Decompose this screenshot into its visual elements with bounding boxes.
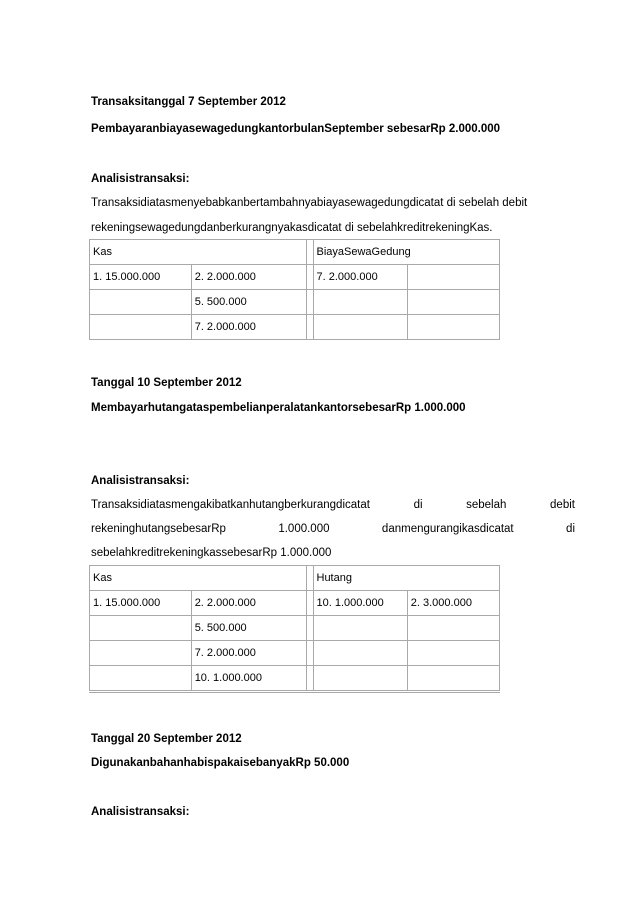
analysis-word: 1.000.000	[278, 523, 330, 535]
analysis-text-line	[91, 522, 575, 536]
analysis-word: Transaksidiatasmengakibatkanhutangberkurangdicatat	[91, 499, 370, 511]
debit-cell	[313, 616, 407, 641]
analysis-word: di	[566, 523, 575, 535]
account-name-cell: Kas	[90, 240, 307, 265]
table-row	[90, 566, 500, 591]
table-row	[90, 265, 500, 290]
credit-cell: 10. 1.000.000	[191, 666, 306, 692]
debit-cell	[313, 315, 407, 340]
analysis-text-line: Transaksidiatasmenyebabkanbertambahnyabiayasewagedungdicatat di sebelah debit	[91, 197, 528, 209]
debit-cell	[90, 290, 192, 315]
debit-cell: 1. 15.000.000	[90, 265, 192, 290]
credit-cell: 2. 2.000.000	[191, 591, 306, 616]
analysis-heading: Analisistransaksi:	[91, 475, 190, 487]
table-row	[90, 641, 500, 666]
debit-cell	[90, 315, 192, 340]
table-row	[90, 315, 500, 340]
credit-cell	[407, 265, 499, 290]
credit-cell: 7. 2.000.000	[191, 315, 306, 340]
t-account-table	[89, 239, 500, 340]
transaction-date-heading: Tanggal 20 September 2012	[91, 733, 242, 745]
debit-cell	[90, 641, 192, 666]
debit-cell	[90, 616, 192, 641]
analysis-text-line	[91, 498, 575, 512]
credit-cell: 5. 500.000	[191, 616, 306, 641]
analysis-heading: Analisistransaksi:	[91, 173, 190, 185]
account-name-cell: Hutang	[313, 566, 500, 591]
debit-cell	[90, 666, 192, 692]
debit-cell	[313, 641, 407, 666]
debit-cell	[313, 290, 407, 315]
analysis-word: sebelah	[466, 499, 507, 511]
debit-cell: 7. 2.000.000	[313, 265, 407, 290]
credit-cell	[407, 666, 499, 692]
analysis-word: danmengurangikasdicatat	[381, 523, 514, 535]
table-row	[90, 290, 500, 315]
debit-cell	[313, 666, 407, 692]
transaction-date-heading: Transaksitanggal 7 September 2012	[91, 96, 286, 108]
table-row	[90, 666, 500, 692]
credit-cell: 7. 2.000.000	[191, 641, 306, 666]
credit-cell: 5. 500.000	[191, 290, 306, 315]
credit-cell: 2. 2.000.000	[191, 265, 306, 290]
analysis-text-line: rekeningsewagedungdanberkurangnyakasdicatat di sebelahkreditrekeningKas.	[91, 222, 493, 234]
transaction-description: MembayarhutangataspembelianperalatankantorsebesarRp 1.000.000	[91, 402, 466, 414]
credit-cell	[407, 616, 499, 641]
analysis-heading: Analisistransaksi:	[91, 806, 190, 818]
table-row	[90, 240, 500, 265]
t-account-table	[89, 565, 500, 693]
credit-cell	[407, 290, 499, 315]
table-row	[90, 616, 500, 641]
transaction-date-heading: Tanggal 10 September 2012	[91, 377, 242, 389]
debit-cell: 10. 1.000.000	[313, 591, 407, 616]
table-row	[90, 591, 500, 616]
analysis-word: debit	[550, 499, 575, 511]
transaction-description: PembayaranbiayasewagedungkantorbulanSeptember sebesarRp 2.000.000	[91, 123, 501, 135]
transaction-description: DigunakanbahanhabispakaisebanyakRp 50.000	[91, 757, 350, 769]
credit-cell: 2. 3.000.000	[407, 591, 499, 616]
analysis-word: rekeninghutangsebesarRp	[91, 523, 226, 535]
account-name-cell: Kas	[90, 566, 307, 591]
debit-cell: 1. 15.000.000	[90, 591, 192, 616]
analysis-text-line: sebelahkreditrekeningkassebesarRp 1.000.000	[91, 547, 332, 559]
account-name-cell: BiayaSewaGedung	[313, 240, 499, 265]
analysis-word: di	[413, 499, 423, 511]
credit-cell	[407, 315, 499, 340]
credit-cell	[407, 641, 499, 666]
